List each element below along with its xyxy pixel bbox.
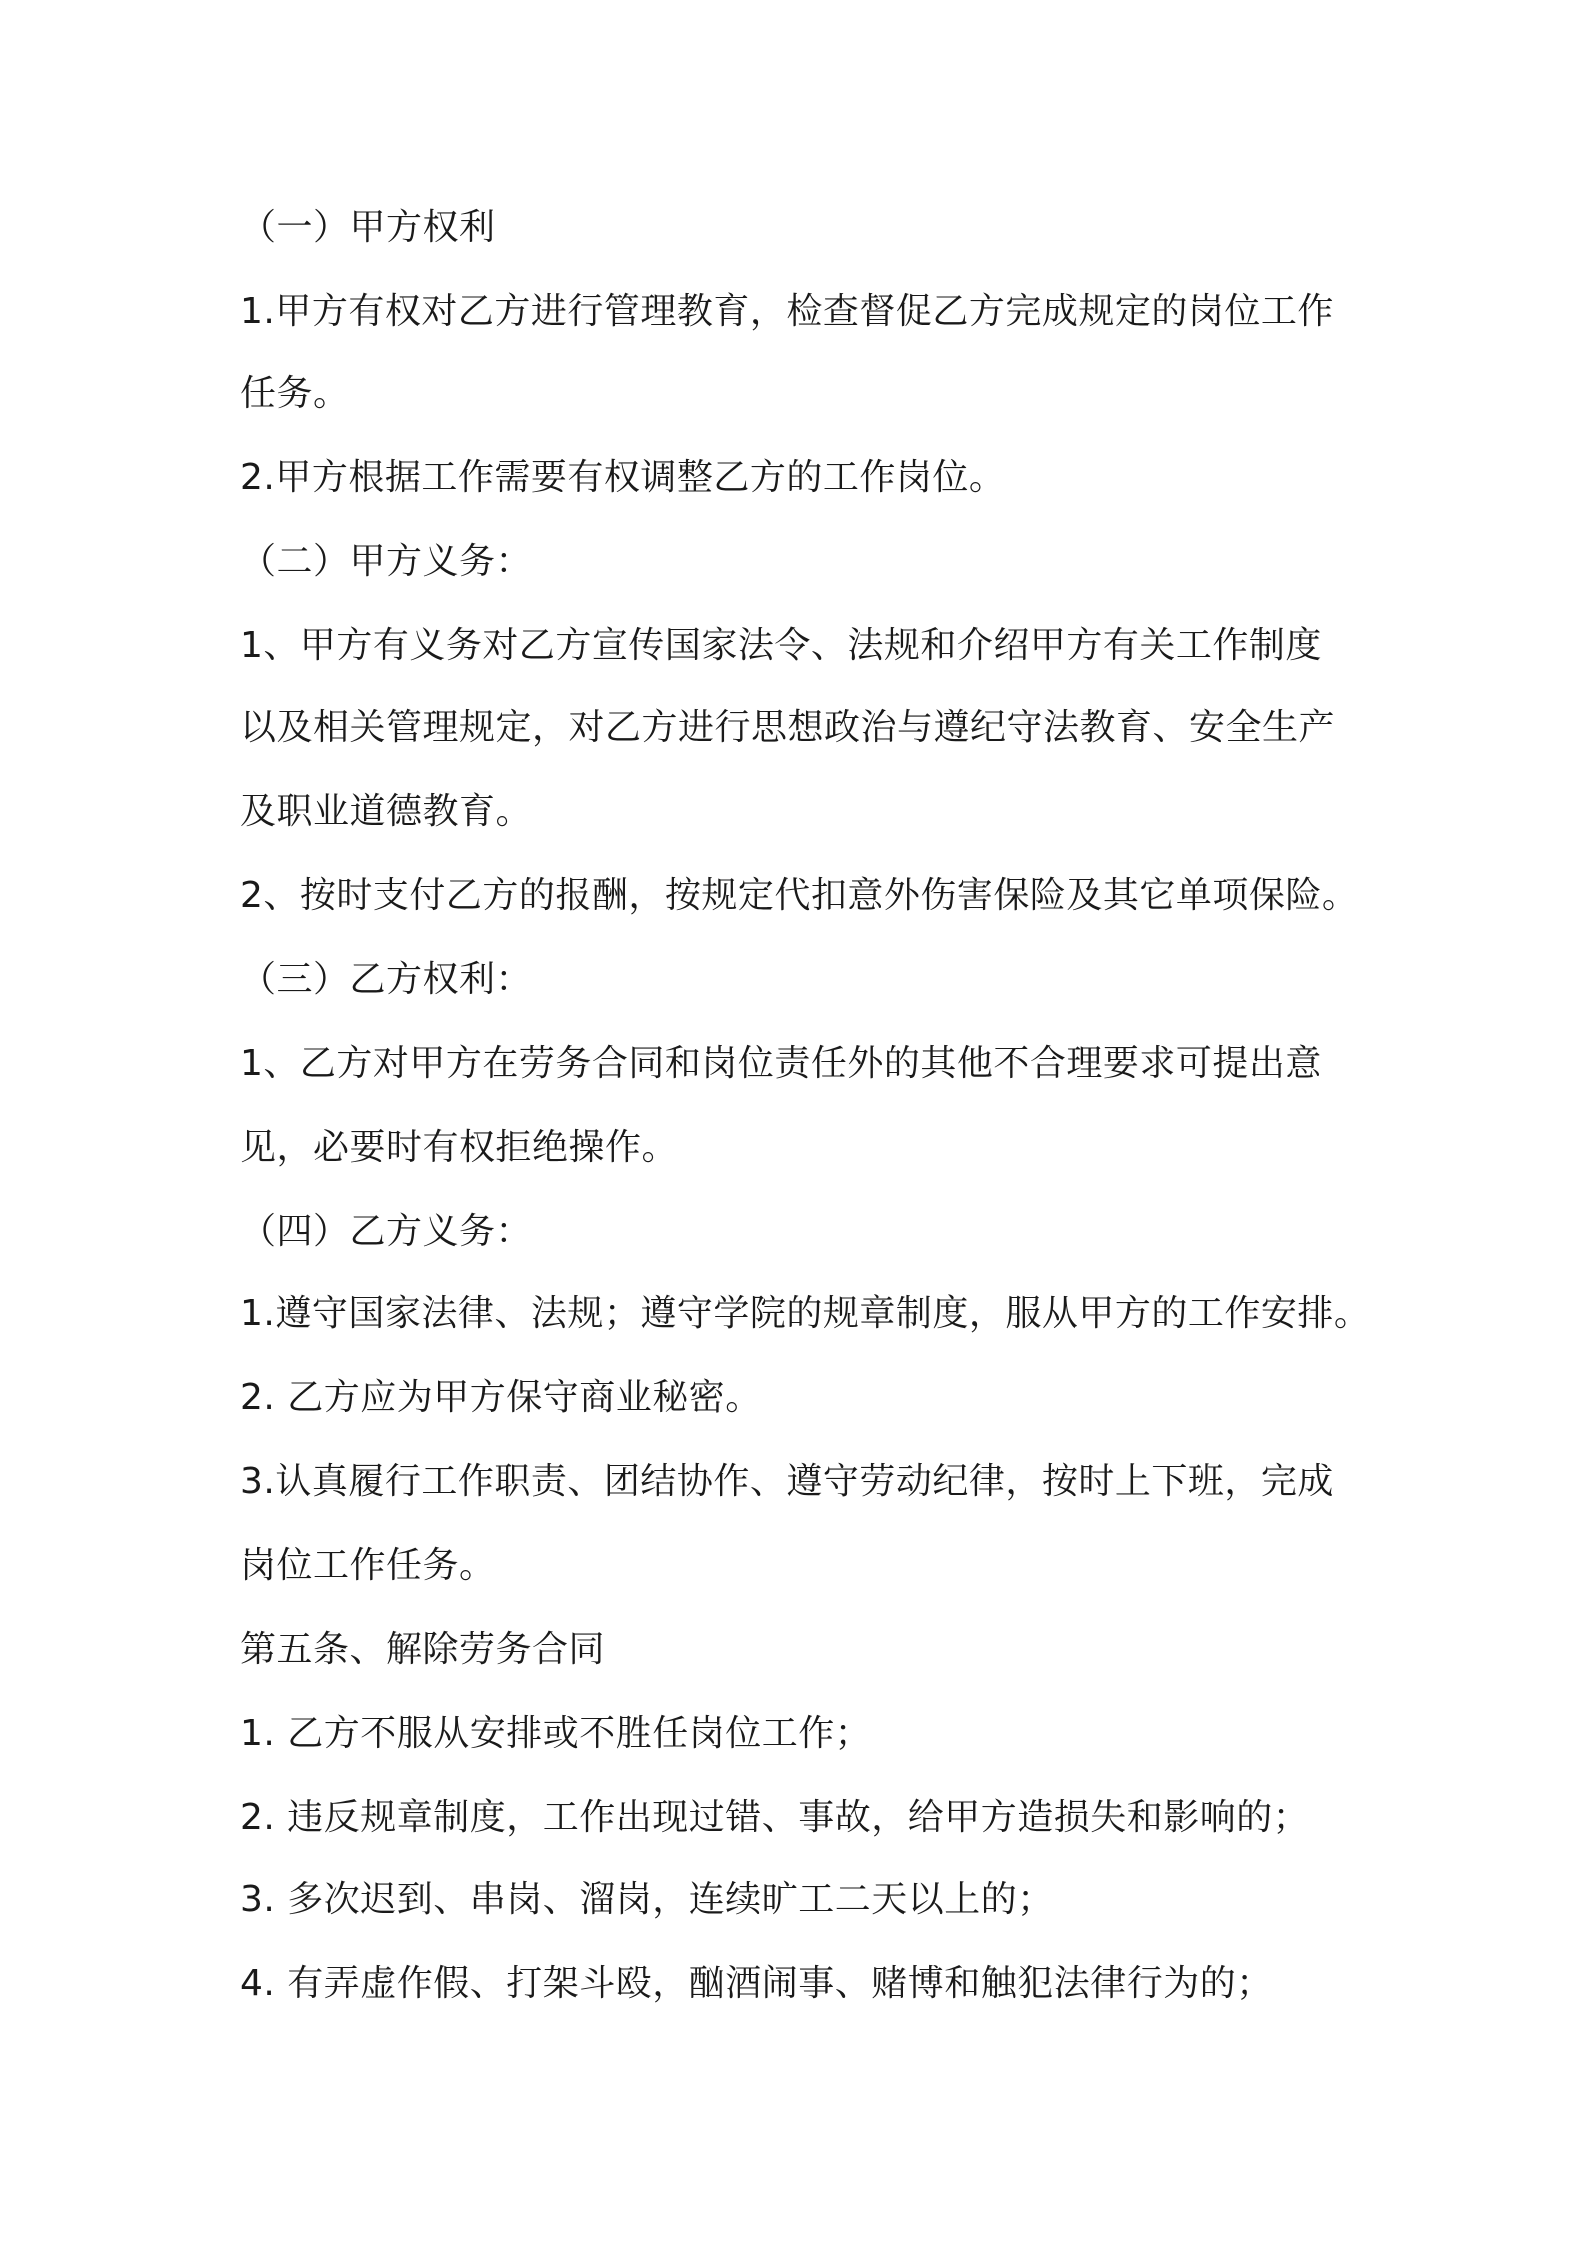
paragraph-line: 1、甲方有义务对乙方宣传国家法令、法规和介绍甲方有关工作制度 [240, 625, 1322, 666]
section-heading-party-a-duties: （二）甲方义务： [240, 541, 533, 582]
section-heading-party-a-rights: （一）甲方权利 [240, 207, 496, 248]
list-item: 2. 违反规章制度，工作出现过错、事故，给甲方造损失和影响的； [240, 1797, 1310, 1838]
section-heading-party-b-duties: （四）乙方义务： [240, 1211, 533, 1252]
paragraph-line: 见，必要时有权拒绝操作。 [240, 1127, 679, 1168]
list-item: 4. 有弄虚作假、打架斗殴，酗酒闹事、赌博和触犯法律行为的； [240, 1963, 1273, 2004]
paragraph-line: 2.甲方根据工作需要有权调整乙方的工作岗位。 [240, 457, 1006, 498]
section-heading-party-b-rights: （三）乙方权利： [240, 959, 533, 1000]
list-item: 1. 乙方不服从安排或不胜任岗位工作； [240, 1713, 872, 1754]
paragraph-line: 2. 乙方应为甲方保守商业秘密。 [240, 1377, 762, 1418]
paragraph-line: 2、按时支付乙方的报酬，按规定代扣意外伤害保险及其它单项保险。 [240, 875, 1359, 916]
list-item: 3. 多次迟到、串岗、溜岗，连续旷工二天以上的； [240, 1879, 1054, 1920]
article-heading: 第五条、解除劳务合同 [240, 1629, 606, 1670]
paragraph-line: 及职业道德教育。 [240, 791, 533, 832]
paragraph-line: 1.遵守国家法律、法规；遵守学院的规章制度，服从甲方的工作安排。 [240, 1293, 1371, 1334]
paragraph-line: 1.甲方有权对乙方进行管理教育，检查督促乙方完成规定的岗位工作 [240, 291, 1334, 332]
paragraph-line: 岗位工作任务。 [240, 1545, 496, 1586]
paragraph-line: 1、乙方对甲方在劳务合同和岗位责任外的其他不合理要求可提出意 [240, 1043, 1322, 1084]
paragraph-line: 以及相关管理规定，对乙方进行思想政治与遵纪守法教育、安全生产 [240, 707, 1336, 748]
paragraph-line: 3.认真履行工作职责、团结协作、遵守劳动纪律，按时上下班，完成 [240, 1461, 1334, 1502]
paragraph-line: 任务。 [240, 373, 350, 414]
